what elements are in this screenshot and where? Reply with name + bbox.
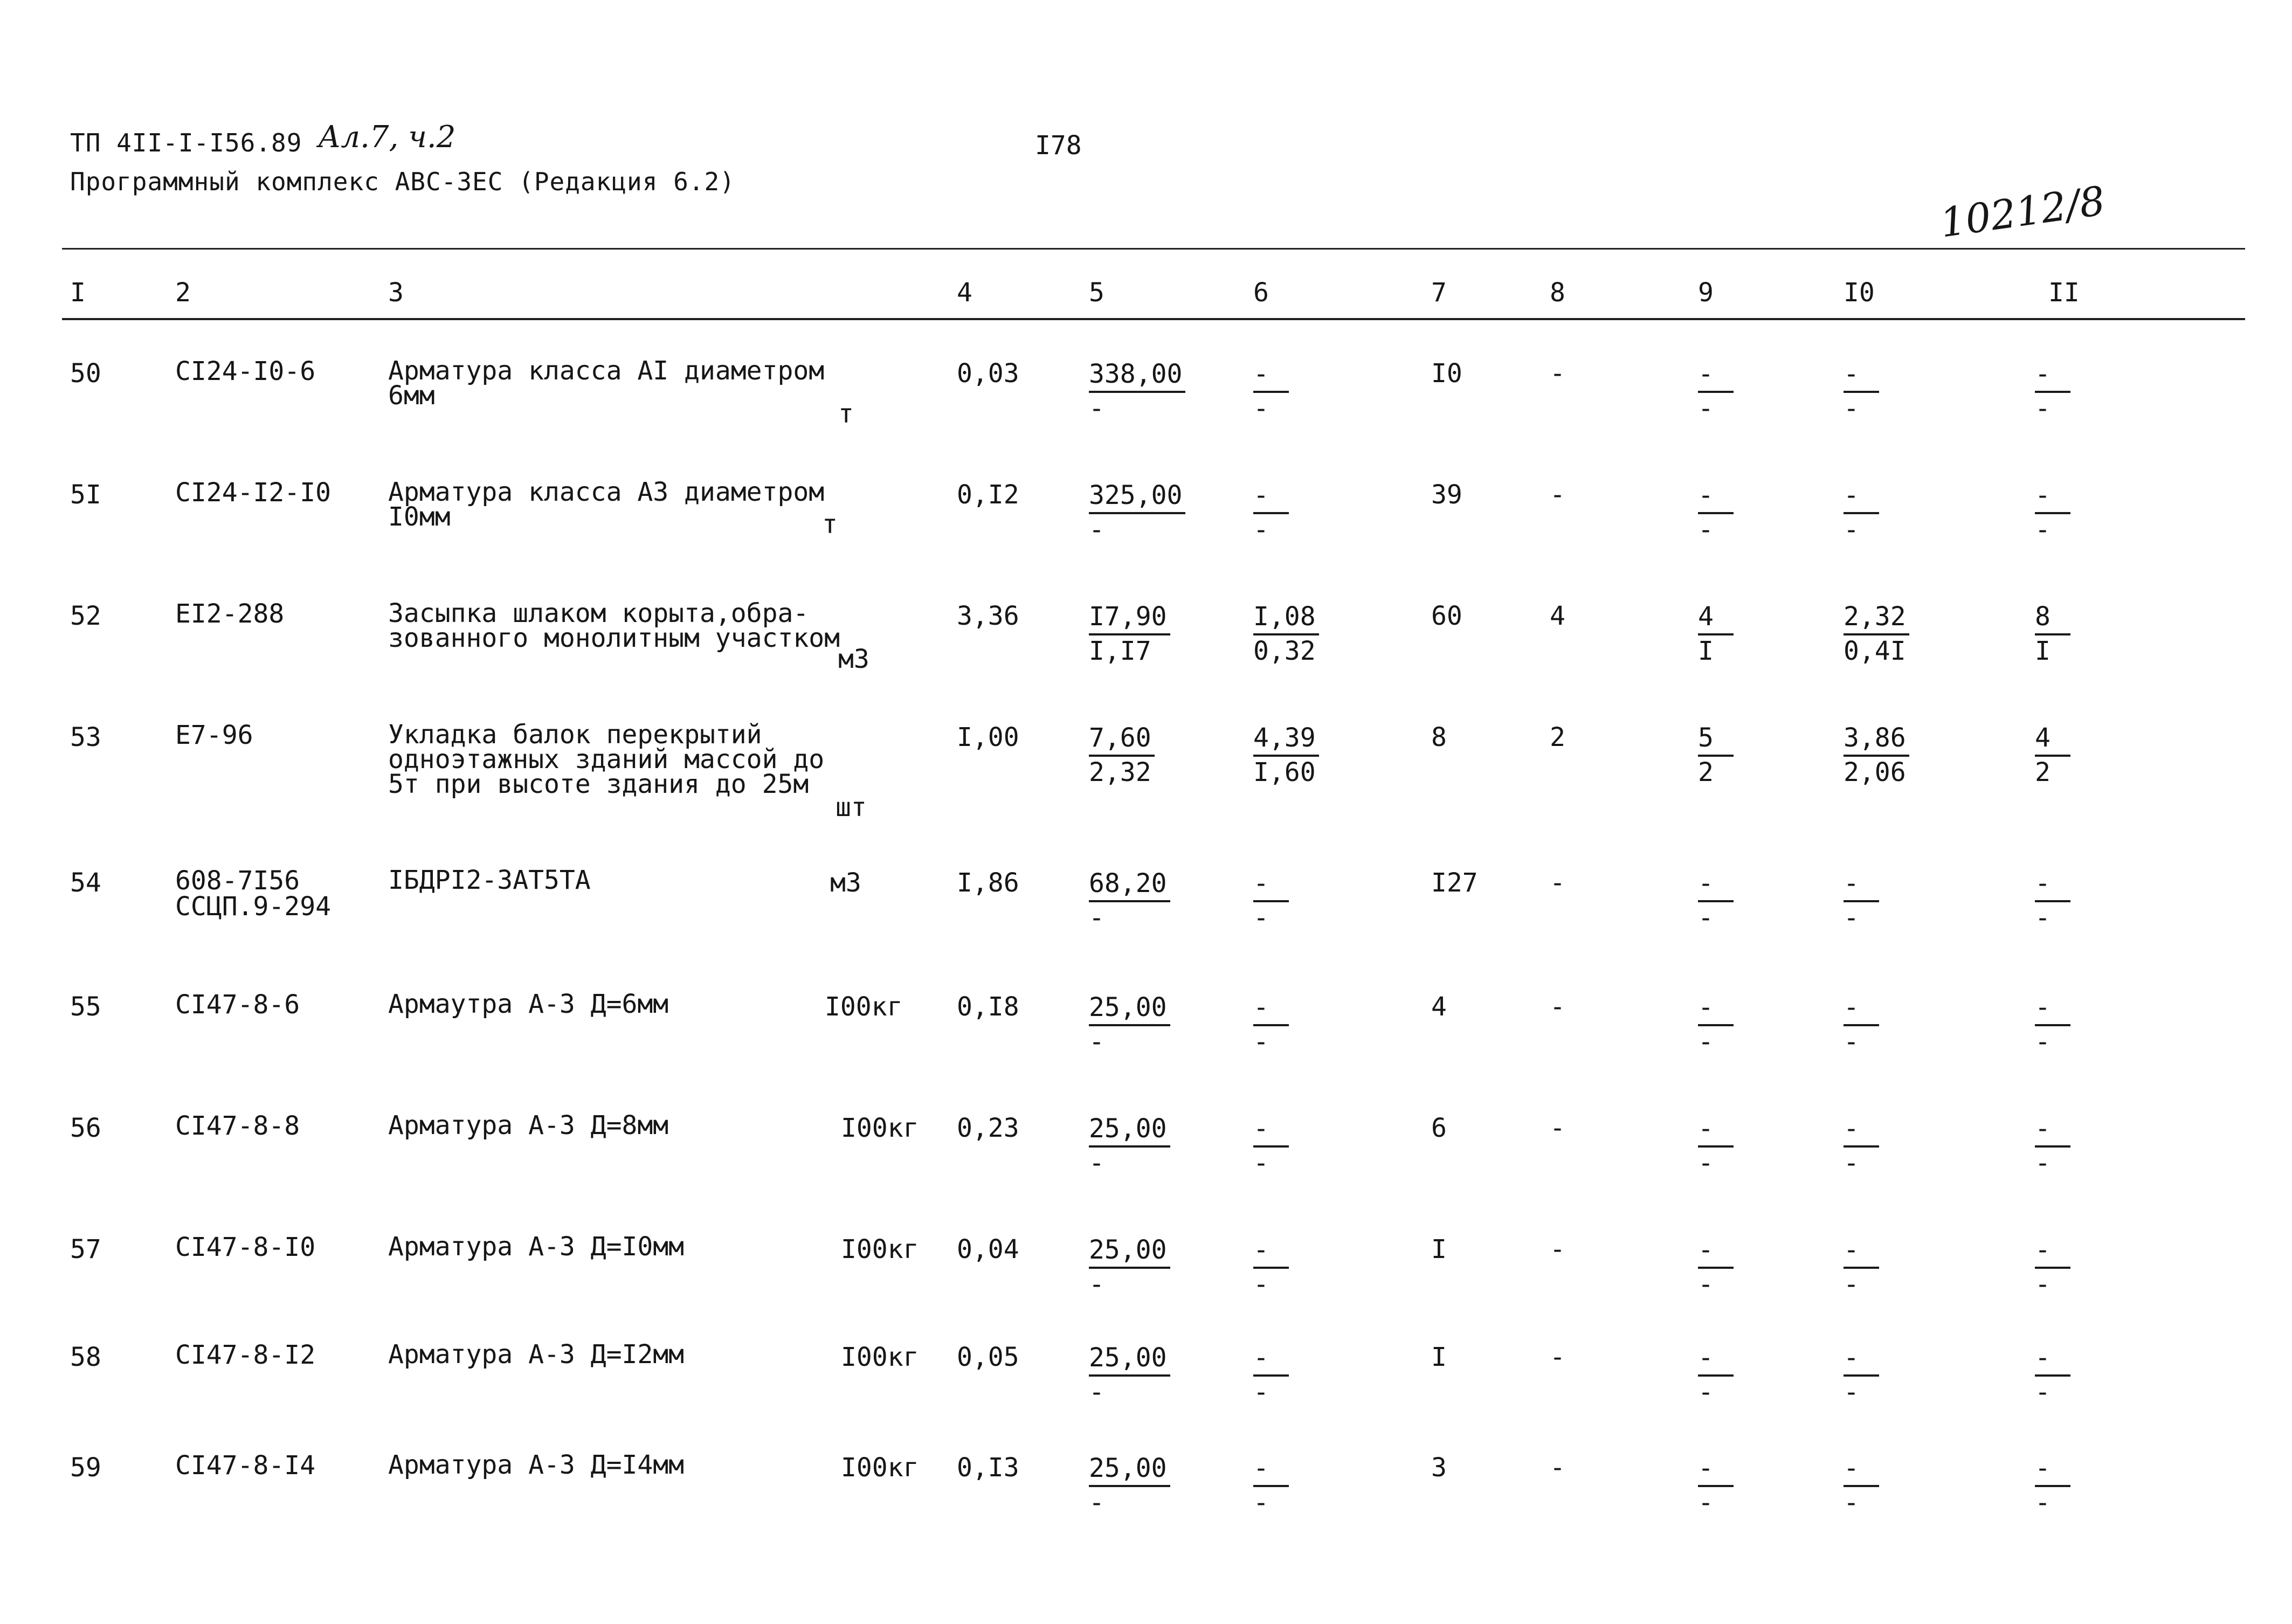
column-9-fraction [1698, 1342, 1734, 1408]
column-9-fraction [1698, 601, 1734, 667]
column-10-fraction-numerator: - [1844, 992, 1879, 1026]
work-description: Арматура А-3 Д=I4мм [388, 1450, 685, 1480]
column-11-fraction-numerator: - [2035, 868, 2070, 902]
column-5-fraction [1089, 722, 1155, 788]
column-11-fraction [2035, 1342, 2070, 1408]
column-5-fraction-denominator: - [1089, 1488, 1104, 1518]
column-5-fraction [1089, 992, 1170, 1058]
column-5-fraction-numerator: I7,90 [1089, 601, 1170, 635]
work-description: Арматура класса А3 диаметром I0мм [388, 477, 825, 532]
column-10-fraction-numerator: - [1844, 358, 1879, 393]
page-number: I78 [1035, 130, 1082, 161]
column-6-fraction [1253, 480, 1289, 545]
column-6-fraction [1253, 1342, 1289, 1408]
column-11-fraction-denominator: - [2035, 1148, 2051, 1178]
column-10-fraction [1844, 1453, 1879, 1518]
work-description: Арматура А-3 Д=I0мм [388, 1232, 685, 1262]
column-9-fraction [1698, 1113, 1734, 1179]
column-7-value: 3 [1431, 1453, 1447, 1483]
column-6-fraction-denominator: I,60 [1253, 757, 1316, 787]
column-9-fraction-numerator: 4 [1698, 601, 1734, 635]
work-description: Арматура А-3 Д=I2мм [388, 1339, 685, 1370]
unit-of-measure: I00кг [841, 1453, 919, 1483]
column-5-fraction-denominator: - [1089, 515, 1104, 545]
column-5-fraction [1089, 480, 1185, 545]
column-11-fraction-numerator: - [2035, 358, 2070, 393]
column-11-fraction [2035, 722, 2070, 788]
rate-code: CI24-I2-I0 [175, 478, 331, 508]
column-11-fraction-numerator: - [2035, 992, 2070, 1026]
column-6-fraction-denominator: 0,32 [1253, 636, 1316, 666]
column-11-fraction-denominator: - [2035, 1027, 2051, 1057]
rate-code: CI47-8-I0 [175, 1232, 316, 1262]
column-5-fraction-numerator: 68,20 [1089, 868, 1170, 902]
column-7-value: 8 [1431, 722, 1447, 752]
column-9-fraction-denominator: - [1698, 903, 1714, 933]
column-10-fraction-numerator: - [1844, 1234, 1879, 1269]
column-11-fraction-denominator: - [2035, 515, 2051, 545]
column-9-fraction-denominator: - [1698, 1488, 1714, 1518]
rate-code: E7-96 [175, 720, 253, 750]
table-row [0, 1450, 2292, 1560]
table-row [0, 722, 2292, 830]
column-5-fraction-denominator: - [1089, 903, 1104, 933]
column-10-fraction-denominator: - [1844, 1488, 1859, 1518]
column-9-fraction [1698, 358, 1734, 424]
column-8-value: - [1550, 868, 1565, 898]
quantity: 3,36 [957, 601, 1019, 631]
column-8-value: - [1550, 480, 1565, 510]
column-11-fraction [2035, 358, 2070, 424]
column-11-fraction [2035, 868, 2070, 934]
column-6-fraction-denominator: - [1253, 515, 1269, 545]
column-6-fraction-denominator: - [1253, 1148, 1269, 1178]
quantity: 0,I2 [957, 480, 1019, 510]
column-10-fraction-denominator: 2,06 [1844, 757, 1906, 787]
unit-of-measure: I00кг [825, 992, 903, 1022]
column-9-fraction-denominator: - [1698, 515, 1714, 545]
column-6-fraction-numerator: I,08 [1253, 601, 1319, 635]
quantity: 0,I3 [957, 1453, 1019, 1483]
column-8-value: - [1550, 1342, 1565, 1372]
column-7-value: I [1431, 1234, 1447, 1264]
quantity: I,00 [957, 722, 1019, 752]
column-10-fraction [1844, 992, 1879, 1058]
column-11-fraction-denominator: I [2035, 636, 2051, 666]
column-7-value: 4 [1431, 992, 1447, 1022]
column-9-fraction-denominator: - [1698, 393, 1714, 424]
column-header-4: 4 [957, 278, 972, 308]
column-11-fraction-denominator: - [2035, 1269, 2051, 1300]
column-6-fraction-denominator: - [1253, 1488, 1269, 1518]
column-10-fraction-numerator: - [1844, 1113, 1879, 1148]
column-9-fraction-denominator: 2 [1698, 757, 1714, 787]
quantity: 0,23 [957, 1113, 1019, 1143]
column-9-fraction [1698, 992, 1734, 1058]
work-description: Арматура класса AI диаметром 6мм [388, 356, 825, 411]
column-5-fraction-denominator: - [1089, 1377, 1104, 1407]
column-6-fraction [1253, 722, 1319, 788]
column-9-fraction-denominator: - [1698, 1027, 1714, 1057]
unit-of-measure: т [838, 399, 854, 429]
document-code: ТП 4II-I-I56.89 [70, 128, 302, 157]
document-subtitle: Программный комплекс АВС-3ЕС (Редакция 6.2) [70, 167, 735, 196]
column-11-fraction-numerator: - [2035, 1234, 2070, 1269]
row-number: 56 [70, 1113, 101, 1143]
column-10-fraction-denominator: - [1844, 903, 1859, 933]
table-top-rule [62, 248, 2245, 250]
column-11-fraction-numerator: - [2035, 480, 2070, 514]
column-6-fraction-denominator: - [1253, 1269, 1269, 1300]
column-11-fraction [2035, 992, 2070, 1058]
work-description: Укладка балок перекрытий одноэтажных зданий массой до 5т при высоте здания до 25м [388, 720, 825, 799]
column-header-1: I [70, 278, 86, 308]
quantity: 0,I8 [957, 992, 1019, 1022]
quantity: 0,04 [957, 1234, 1019, 1264]
column-10-fraction-numerator: 3,86 [1844, 722, 1909, 757]
column-9-fraction-numerator: 5 [1698, 722, 1734, 757]
column-header-10: I0 [1844, 278, 1875, 308]
column-10-fraction [1844, 601, 1909, 667]
column-8-value: 4 [1550, 601, 1565, 631]
column-10-fraction [1844, 868, 1879, 934]
table-row [0, 1234, 2292, 1342]
table-row [0, 598, 2292, 709]
row-number: 58 [70, 1342, 101, 1372]
column-5-fraction-numerator: 25,00 [1089, 1453, 1170, 1487]
column-header-9: 9 [1698, 278, 1714, 308]
column-9-fraction-numerator: - [1698, 992, 1734, 1026]
quantity: 0,03 [957, 358, 1019, 389]
column-5-fraction-numerator: 25,00 [1089, 1342, 1170, 1377]
column-6-fraction [1253, 992, 1289, 1058]
column-11-fraction-denominator: - [2035, 1488, 2051, 1518]
rate-code: 608-7I56 ССЦП.9-294 [175, 866, 331, 922]
work-description: Арматура А-3 Д=8мм [388, 1110, 669, 1141]
column-10-fraction-denominator: - [1844, 1269, 1859, 1300]
rate-code: CI47-8-6 [175, 990, 300, 1020]
row-number: 54 [70, 868, 101, 898]
table-header-rule [62, 318, 2245, 320]
column-5-fraction-denominator: - [1089, 1269, 1104, 1300]
column-11-fraction-numerator: - [2035, 1113, 2070, 1148]
column-5-fraction-denominator: - [1089, 1027, 1104, 1057]
unit-of-measure: I00кг [841, 1113, 919, 1143]
column-6-fraction-numerator: - [1253, 1342, 1289, 1377]
column-9-fraction-denominator: - [1698, 1377, 1714, 1407]
column-11-fraction [2035, 1234, 2070, 1300]
column-7-value: I27 [1431, 868, 1478, 898]
column-9-fraction-numerator: - [1698, 1113, 1734, 1148]
row-number: 57 [70, 1234, 101, 1264]
column-5-fraction [1089, 868, 1170, 934]
quantity: I,86 [957, 868, 1019, 898]
column-7-value: I0 [1431, 358, 1462, 389]
column-6-fraction [1253, 358, 1289, 424]
column-6-fraction-denominator: - [1253, 393, 1269, 424]
column-11-fraction-numerator: - [2035, 1342, 2070, 1377]
column-9-fraction-denominator: - [1698, 1269, 1714, 1300]
column-10-fraction-denominator: - [1844, 393, 1859, 424]
column-8-value: - [1550, 1234, 1565, 1264]
column-10-fraction [1844, 480, 1879, 545]
column-6-fraction [1253, 868, 1289, 934]
column-10-fraction-denominator: - [1844, 515, 1859, 545]
column-6-fraction-denominator: - [1253, 1027, 1269, 1057]
column-5-fraction-numerator: 25,00 [1089, 1234, 1170, 1269]
column-7-value: I [1431, 1342, 1447, 1372]
column-11-fraction [2035, 1113, 2070, 1179]
column-10-fraction-denominator: - [1844, 1377, 1859, 1407]
column-6-fraction-numerator: - [1253, 480, 1289, 514]
table-row [0, 1110, 2292, 1221]
column-9-fraction [1698, 722, 1734, 788]
row-number: 59 [70, 1453, 101, 1483]
column-9-fraction [1698, 1234, 1734, 1300]
column-8-value: 2 [1550, 722, 1565, 752]
column-5-fraction [1089, 1342, 1170, 1408]
quantity: 0,05 [957, 1342, 1019, 1372]
column-7-value: 6 [1431, 1113, 1447, 1143]
column-7-value: 39 [1431, 480, 1462, 510]
column-5-fraction-numerator: 325,00 [1089, 480, 1185, 514]
column-11-fraction-denominator: 2 [2035, 757, 2051, 787]
unit-of-measure: I00кг [841, 1234, 919, 1264]
column-5-fraction-denominator: I,I7 [1089, 636, 1151, 666]
column-6-fraction [1253, 1234, 1289, 1300]
column-11-fraction-numerator: 4 [2035, 722, 2070, 757]
column-6-fraction-numerator: - [1253, 358, 1289, 393]
column-8-value: - [1550, 992, 1565, 1022]
rate-code: CI47-8-I4 [175, 1450, 316, 1481]
column-5-fraction-numerator: 338,00 [1089, 358, 1185, 393]
column-5-fraction [1089, 1234, 1170, 1300]
column-8-value: - [1550, 358, 1565, 389]
column-10-fraction-numerator: - [1844, 1342, 1879, 1377]
column-11-fraction [2035, 1453, 2070, 1518]
column-10-fraction-numerator: - [1844, 1453, 1879, 1487]
column-9-fraction-denominator: - [1698, 1148, 1714, 1178]
column-9-fraction-denominator: I [1698, 636, 1714, 666]
column-5-fraction-numerator: 25,00 [1089, 992, 1170, 1026]
column-5-fraction-numerator: 7,60 [1089, 722, 1155, 757]
column-10-fraction [1844, 358, 1879, 424]
column-header-5: 5 [1089, 278, 1104, 308]
column-6-fraction [1253, 1453, 1289, 1518]
column-10-fraction-numerator: - [1844, 480, 1879, 514]
table-row [0, 1339, 2292, 1450]
column-5-fraction [1089, 601, 1170, 667]
work-description: IБДРI2-3АТ5ТА [388, 865, 591, 895]
column-10-fraction [1844, 1234, 1879, 1300]
column-10-fraction [1844, 722, 1909, 788]
unit-of-measure: м3 [830, 868, 861, 898]
column-6-fraction [1253, 601, 1319, 667]
column-header-3: 3 [388, 278, 404, 308]
row-number: 50 [70, 358, 101, 389]
column-11-fraction [2035, 480, 2070, 545]
column-header-2: 2 [175, 278, 191, 308]
row-number: 55 [70, 992, 101, 1022]
column-11-fraction-numerator: 8 [2035, 601, 2070, 635]
column-9-fraction-numerator: - [1698, 868, 1734, 902]
column-5-fraction-numerator: 25,00 [1089, 1113, 1170, 1148]
column-10-fraction-denominator: 0,4I [1844, 636, 1906, 666]
table-row [0, 358, 2292, 466]
table-row [0, 989, 2292, 1100]
column-6-fraction-numerator: - [1253, 1234, 1289, 1269]
column-header-6: 6 [1253, 278, 1269, 308]
column-11-fraction [2035, 601, 2070, 667]
column-10-fraction-denominator: - [1844, 1148, 1859, 1178]
column-10-fraction-numerator: 2,32 [1844, 601, 1909, 635]
handwritten-note: Ал.7, ч.2 [318, 120, 456, 155]
column-9-fraction-numerator: - [1698, 358, 1734, 393]
unit-of-measure: м3 [838, 644, 869, 674]
column-6-fraction-numerator: 4,39 [1253, 722, 1319, 757]
column-9-fraction-numerator: - [1698, 480, 1734, 514]
column-5-fraction-denominator: - [1089, 1148, 1104, 1178]
rate-code: CI47-8-I2 [175, 1340, 316, 1370]
column-6-fraction-denominator: - [1253, 903, 1269, 933]
column-6-fraction-numerator: - [1253, 1453, 1289, 1487]
table-row [0, 865, 2292, 976]
column-header-7: 7 [1431, 278, 1447, 308]
column-9-fraction [1698, 480, 1734, 545]
column-header-8: 8 [1550, 278, 1565, 308]
rate-code: CI24-I0-6 [175, 356, 316, 386]
column-5-fraction [1089, 1113, 1170, 1179]
rate-code: CI47-8-8 [175, 1111, 300, 1141]
column-9-fraction-numerator: - [1698, 1342, 1734, 1377]
column-8-value: - [1550, 1113, 1565, 1143]
rate-code: EI2-288 [175, 599, 285, 629]
column-5-fraction-denominator: 2,32 [1089, 757, 1151, 787]
column-11-fraction-denominator: - [2035, 1377, 2051, 1407]
handwritten-number: 10212/8 [1937, 177, 2108, 247]
column-10-fraction-numerator: - [1844, 868, 1879, 902]
column-7-value: 60 [1431, 601, 1462, 631]
row-number: 5I [70, 480, 101, 510]
column-11-fraction-denominator: - [2035, 393, 2051, 424]
table-row [0, 477, 2292, 588]
column-11-fraction-numerator: - [2035, 1453, 2070, 1487]
column-9-fraction [1698, 1453, 1734, 1518]
work-description: Армаутра А-3 Д=6мм [388, 989, 669, 1019]
column-9-fraction-numerator: - [1698, 1234, 1734, 1269]
work-description: Засыпка шлаком корыта,обра- зованного монолитным участком [388, 598, 840, 653]
column-5-fraction [1089, 1453, 1170, 1518]
column-10-fraction-denominator: - [1844, 1027, 1859, 1057]
column-6-fraction [1253, 1113, 1289, 1179]
column-10-fraction [1844, 1113, 1879, 1179]
column-8-value: - [1550, 1453, 1565, 1483]
unit-of-measure: т [822, 509, 838, 540]
column-5-fraction-denominator: - [1089, 393, 1104, 424]
column-header-11: II [2048, 278, 2080, 308]
column-6-fraction-numerator: - [1253, 992, 1289, 1026]
column-9-fraction-numerator: - [1698, 1453, 1734, 1487]
unit-of-measure: I00кг [841, 1342, 919, 1372]
row-number: 53 [70, 722, 101, 752]
unit-of-measure: шт [836, 792, 867, 823]
column-11-fraction-denominator: - [2035, 903, 2051, 933]
column-5-fraction [1089, 358, 1185, 424]
row-number: 52 [70, 601, 101, 631]
column-10-fraction [1844, 1342, 1879, 1408]
column-6-fraction-denominator: - [1253, 1377, 1269, 1407]
column-6-fraction-numerator: - [1253, 868, 1289, 902]
column-6-fraction-numerator: - [1253, 1113, 1289, 1148]
column-9-fraction [1698, 868, 1734, 934]
